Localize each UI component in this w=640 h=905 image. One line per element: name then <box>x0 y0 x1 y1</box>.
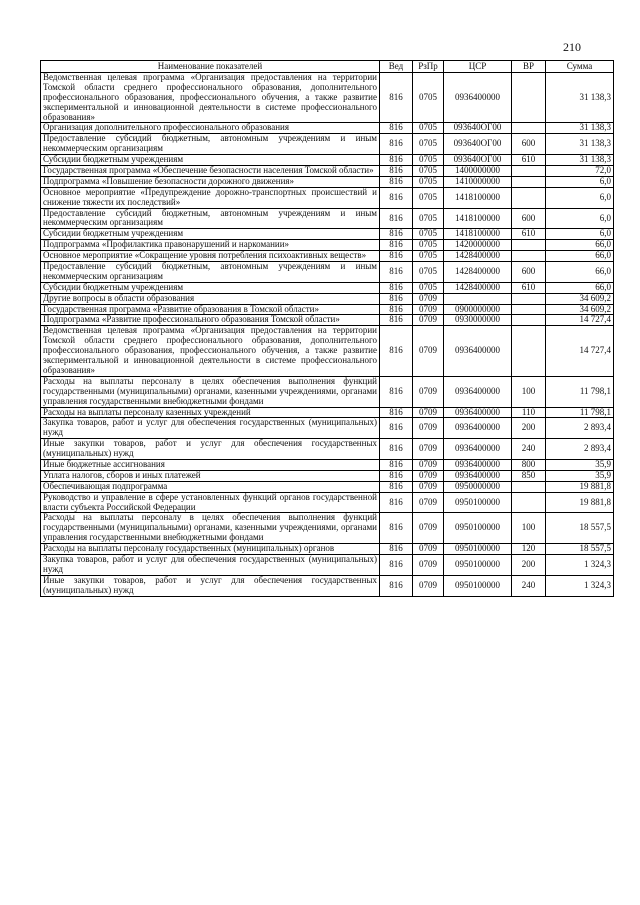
cell-rzpr: 0709 <box>413 554 444 575</box>
cell-vr <box>512 176 546 187</box>
cell-ved: 816 <box>380 304 413 315</box>
cell-rzpr: 0705 <box>413 176 444 187</box>
table-row <box>41 282 614 293</box>
cell-ved: 816 <box>380 166 413 177</box>
cell-ved: 816 <box>380 439 413 460</box>
cell-ved: 816 <box>380 240 413 251</box>
cell-rzpr: 0709 <box>413 575 444 596</box>
cell-name: Подпрограмма «Повышение безопасности дорожного движения» <box>41 176 380 187</box>
cell-ved: 816 <box>380 376 413 407</box>
cell-sum: 35,9 <box>546 459 614 470</box>
table-row <box>41 439 614 460</box>
cell-ved: 816 <box>380 282 413 293</box>
cell-vr <box>512 166 546 177</box>
cell-csr: 1418100000 <box>444 208 512 229</box>
cell-name: Иные закупки товаров, работ и услуг для обеспечения государственных (муниципальных) нужд <box>41 439 380 460</box>
cell-csr: 1418100000 <box>444 187 512 208</box>
table-row <box>41 176 614 187</box>
cell-csr: 0900000000 <box>444 304 512 315</box>
table-row <box>41 544 614 555</box>
cell-sum: 18 557,5 <box>546 544 614 555</box>
cell-vr: 610 <box>512 155 546 166</box>
cell-sum: 6,0 <box>546 229 614 240</box>
cell-vr: 100 <box>512 376 546 407</box>
cell-name: Подпрограмма «Профилактика правонарушений и наркомании» <box>41 240 380 251</box>
cell-name: Расходы на выплаты персоналу казенных учреждений <box>41 407 380 418</box>
cell-vr: 610 <box>512 282 546 293</box>
cell-ved: 816 <box>380 262 413 283</box>
cell-ved: 816 <box>380 470 413 481</box>
header-sum: Сумма <box>546 61 614 73</box>
cell-name: Закупка товаров, работ и услуг для обеспечения государственных (муниципальных) нужд <box>41 418 380 439</box>
table-body <box>41 73 614 597</box>
table-row <box>41 481 614 492</box>
cell-rzpr: 0709 <box>413 376 444 407</box>
cell-rzpr: 0705 <box>413 166 444 177</box>
cell-rzpr: 0705 <box>413 251 444 262</box>
cell-csr: 1410000000 <box>444 176 512 187</box>
cell-vr <box>512 240 546 251</box>
cell-csr: 0936400000 <box>444 407 512 418</box>
cell-ved: 816 <box>380 251 413 262</box>
cell-vr: 100 <box>512 513 546 544</box>
cell-vr: 240 <box>512 575 546 596</box>
cell-csr: 0950100000 <box>444 554 512 575</box>
cell-rzpr: 0705 <box>413 240 444 251</box>
cell-sum: 11 798,1 <box>546 376 614 407</box>
table-row <box>41 229 614 240</box>
cell-vr: 850 <box>512 470 546 481</box>
cell-name: Расходы на выплаты персоналу в целях обеспечения выполнения функций государственными (муниципальными) органами, казенными учреждениями, органами управления государственными внебюджетными фондами <box>41 376 380 407</box>
header-csr: ЦСР <box>444 61 512 73</box>
cell-rzpr: 0709 <box>413 492 444 513</box>
header-vr: ВР <box>512 61 546 73</box>
cell-csr: 0950100000 <box>444 575 512 596</box>
table-row <box>41 155 614 166</box>
cell-vr: 110 <box>512 407 546 418</box>
cell-sum: 1 324,3 <box>546 575 614 596</box>
cell-name: Предоставление субсидий бюджетным, автономным учреждениям и иным некоммерческим организациям <box>41 262 380 283</box>
cell-name: Основное мероприятие «Предупреждение дорожно-транспортных происшествий и снижение тяжести их последствий» <box>41 187 380 208</box>
header-ved: Вед <box>380 61 413 73</box>
table-row <box>41 315 614 326</box>
cell-vr: 800 <box>512 459 546 470</box>
cell-vr: 200 <box>512 554 546 575</box>
table-row <box>41 326 614 376</box>
cell-name: Субсидии бюджетным учреждениям <box>41 155 380 166</box>
cell-ved: 816 <box>380 293 413 304</box>
cell-sum: 31 138,3 <box>546 134 614 155</box>
cell-vr: 240 <box>512 439 546 460</box>
cell-csr: 1428400000 <box>444 282 512 293</box>
cell-name: Иные закупки товаров, работ и услуг для обеспечения государственных (муниципальных) нужд <box>41 575 380 596</box>
cell-name: Основное мероприятие «Сокращение уровня потребления психоактивных веществ» <box>41 251 380 262</box>
table-row <box>41 459 614 470</box>
cell-ved: 816 <box>380 513 413 544</box>
cell-csr: 0950100000 <box>444 513 512 544</box>
cell-vr: 610 <box>512 229 546 240</box>
cell-rzpr: 0709 <box>413 293 444 304</box>
cell-sum: 18 557,5 <box>546 513 614 544</box>
cell-vr: 600 <box>512 208 546 229</box>
cell-rzpr: 0709 <box>413 470 444 481</box>
cell-csr: 1428400000 <box>444 251 512 262</box>
cell-rzpr: 0705 <box>413 282 444 293</box>
cell-rzpr: 0709 <box>413 513 444 544</box>
cell-sum: 34 609,2 <box>546 304 614 315</box>
cell-csr: 0936400000 <box>444 73 512 123</box>
cell-ved: 816 <box>380 544 413 555</box>
cell-ved: 816 <box>380 73 413 123</box>
cell-vr <box>512 315 546 326</box>
table-row <box>41 407 614 418</box>
cell-ved: 816 <box>380 208 413 229</box>
cell-sum: 6,0 <box>546 176 614 187</box>
cell-sum: 1 324,3 <box>546 554 614 575</box>
cell-csr: 0936400000 <box>444 439 512 460</box>
cell-vr: 600 <box>512 262 546 283</box>
table-row <box>41 575 614 596</box>
cell-rzpr: 0709 <box>413 439 444 460</box>
table-row <box>41 73 614 123</box>
cell-sum: 31 138,3 <box>546 73 614 123</box>
table-row <box>41 208 614 229</box>
cell-sum: 31 138,3 <box>546 155 614 166</box>
cell-name: Субсидии бюджетным учреждениям <box>41 282 380 293</box>
table-row <box>41 134 614 155</box>
cell-name: Предоставление субсидий бюджетным, автономным учреждениям и иным некоммерческим организациям <box>41 134 380 155</box>
cell-sum: 2 893,4 <box>546 439 614 460</box>
cell-name: Подпрограмма «Развитие профессионального образования Томской области» <box>41 315 380 326</box>
cell-ved: 816 <box>380 123 413 134</box>
cell-rzpr: 0709 <box>413 418 444 439</box>
cell-sum: 66,0 <box>546 282 614 293</box>
cell-sum: 6,0 <box>546 187 614 208</box>
cell-csr: 1418100000 <box>444 229 512 240</box>
cell-ved: 816 <box>380 481 413 492</box>
cell-csr: 0936400000 <box>444 418 512 439</box>
cell-ved: 816 <box>380 492 413 513</box>
table-row <box>41 376 614 407</box>
cell-ved: 816 <box>380 459 413 470</box>
cell-csr: 093640ОГ00 <box>444 155 512 166</box>
cell-ved: 816 <box>380 176 413 187</box>
cell-rzpr: 0705 <box>413 229 444 240</box>
table-row <box>41 262 614 283</box>
cell-name: Закупка товаров, работ и услуг для обеспечения государственных (муниципальных) нужд <box>41 554 380 575</box>
cell-vr <box>512 293 546 304</box>
cell-rzpr: 0709 <box>413 459 444 470</box>
cell-csr: 1400000000 <box>444 166 512 177</box>
table-row <box>41 470 614 481</box>
cell-csr: 0936400000 <box>444 326 512 376</box>
cell-ved: 816 <box>380 554 413 575</box>
cell-vr: 120 <box>512 544 546 555</box>
cell-rzpr: 0709 <box>413 407 444 418</box>
cell-name: Расходы на выплаты персоналу в целях обеспечения выполнения функций государственными (муниципальными) органами, казенными учреждениями, органами управления государственными внебюджетными фондами <box>41 513 380 544</box>
page-number: 210 <box>563 40 581 54</box>
cell-csr <box>444 293 512 304</box>
cell-csr: 0950100000 <box>444 492 512 513</box>
cell-vr <box>512 251 546 262</box>
cell-csr: 0936400000 <box>444 470 512 481</box>
cell-csr: 093640ОГ00 <box>444 123 512 134</box>
cell-name: Ведомственная целевая программа «Организация предоставления на территории Томской области среднего профессионального образования, дополнительного профессионального образования, профессионального обучения, а также развитие экспериментальной и инновационной деятельности в системе профессионального образования» <box>41 326 380 376</box>
cell-vr <box>512 492 546 513</box>
cell-sum: 6,0 <box>546 208 614 229</box>
header-rzpr: РзПр <box>413 61 444 73</box>
cell-sum: 66,0 <box>546 262 614 283</box>
cell-csr: 0936400000 <box>444 376 512 407</box>
cell-csr: 093640ОГ00 <box>444 134 512 155</box>
cell-ved: 816 <box>380 187 413 208</box>
cell-sum: 35,9 <box>546 470 614 481</box>
cell-sum: 66,0 <box>546 240 614 251</box>
cell-name: Организация дополнительного профессионального образования <box>41 123 380 134</box>
cell-vr <box>512 73 546 123</box>
cell-name: Ведомственная целевая программа «Организация предоставления на территории Томской области среднего профессионального образования, дополнительного профессионального образования, профессионального обучения, а также развитие экспериментальной и инновационной деятельности в системе профессионального образования» <box>41 73 380 123</box>
cell-rzpr: 0709 <box>413 304 444 315</box>
cell-csr: 1428400000 <box>444 262 512 283</box>
cell-rzpr: 0705 <box>413 134 444 155</box>
cell-name: Другие вопросы в области образования <box>41 293 380 304</box>
cell-ved: 816 <box>380 326 413 376</box>
cell-sum: 14 727,4 <box>546 315 614 326</box>
cell-csr: 1420000000 <box>444 240 512 251</box>
table-row <box>41 187 614 208</box>
cell-rzpr: 0705 <box>413 187 444 208</box>
cell-ved: 816 <box>380 229 413 240</box>
cell-name: Государственная программа «Развитие образования в Томской области» <box>41 304 380 315</box>
cell-rzpr: 0709 <box>413 315 444 326</box>
cell-name: Уплата налогов, сборов и иных платежей <box>41 470 380 481</box>
cell-rzpr: 0705 <box>413 262 444 283</box>
cell-sum: 72,0 <box>546 166 614 177</box>
cell-name: Руководство и управление в сфере установленных функций органов государственной власти субъекта Российской Федерации <box>41 492 380 513</box>
cell-vr <box>512 187 546 208</box>
cell-ved: 816 <box>380 418 413 439</box>
table-row <box>41 240 614 251</box>
cell-sum: 19 881,8 <box>546 481 614 492</box>
cell-vr <box>512 304 546 315</box>
cell-ved: 816 <box>380 155 413 166</box>
cell-sum: 66,0 <box>546 251 614 262</box>
table-row <box>41 293 614 304</box>
table-header-row <box>41 61 614 73</box>
table-row <box>41 251 614 262</box>
table-row <box>41 492 614 513</box>
cell-csr: 0936400000 <box>444 459 512 470</box>
cell-name: Субсидии бюджетным учреждениям <box>41 229 380 240</box>
cell-sum: 2 893,4 <box>546 418 614 439</box>
cell-rzpr: 0709 <box>413 326 444 376</box>
cell-csr: 0950000000 <box>444 481 512 492</box>
cell-ved: 816 <box>380 134 413 155</box>
cell-csr: 0950100000 <box>444 544 512 555</box>
cell-vr <box>512 123 546 134</box>
cell-name: Государственная программа «Обеспечение безопасности населения Томской области» <box>41 166 380 177</box>
table-row <box>41 304 614 315</box>
cell-name: Расходы на выплаты персоналу государственных (муниципальных) органов <box>41 544 380 555</box>
cell-ved: 816 <box>380 407 413 418</box>
cell-sum: 11 798,1 <box>546 407 614 418</box>
table-row <box>41 123 614 134</box>
table-row <box>41 166 614 177</box>
table-row <box>41 513 614 544</box>
cell-rzpr: 0705 <box>413 155 444 166</box>
cell-sum: 14 727,4 <box>546 326 614 376</box>
cell-sum: 31 138,3 <box>546 123 614 134</box>
cell-ved: 816 <box>380 315 413 326</box>
header-name: Наименование показателей <box>41 61 380 73</box>
cell-vr: 600 <box>512 134 546 155</box>
cell-name: Обеспечивающая подпрограмма <box>41 481 380 492</box>
cell-rzpr: 0705 <box>413 208 444 229</box>
table-row <box>41 418 614 439</box>
cell-csr: 0930000000 <box>444 315 512 326</box>
cell-vr <box>512 326 546 376</box>
table-row <box>41 554 614 575</box>
cell-rzpr: 0705 <box>413 123 444 134</box>
cell-vr <box>512 481 546 492</box>
cell-name: Предоставление субсидий бюджетным, автономным учреждениям и иным некоммерческим организациям <box>41 208 380 229</box>
cell-sum: 19 881,8 <box>546 492 614 513</box>
budget-table <box>40 60 614 597</box>
cell-rzpr: 0709 <box>413 481 444 492</box>
cell-sum: 34 609,2 <box>546 293 614 304</box>
cell-rzpr: 0709 <box>413 544 444 555</box>
cell-rzpr: 0705 <box>413 73 444 123</box>
cell-name: Иные бюджетные ассигнования <box>41 459 380 470</box>
cell-vr: 200 <box>512 418 546 439</box>
cell-ved: 816 <box>380 575 413 596</box>
